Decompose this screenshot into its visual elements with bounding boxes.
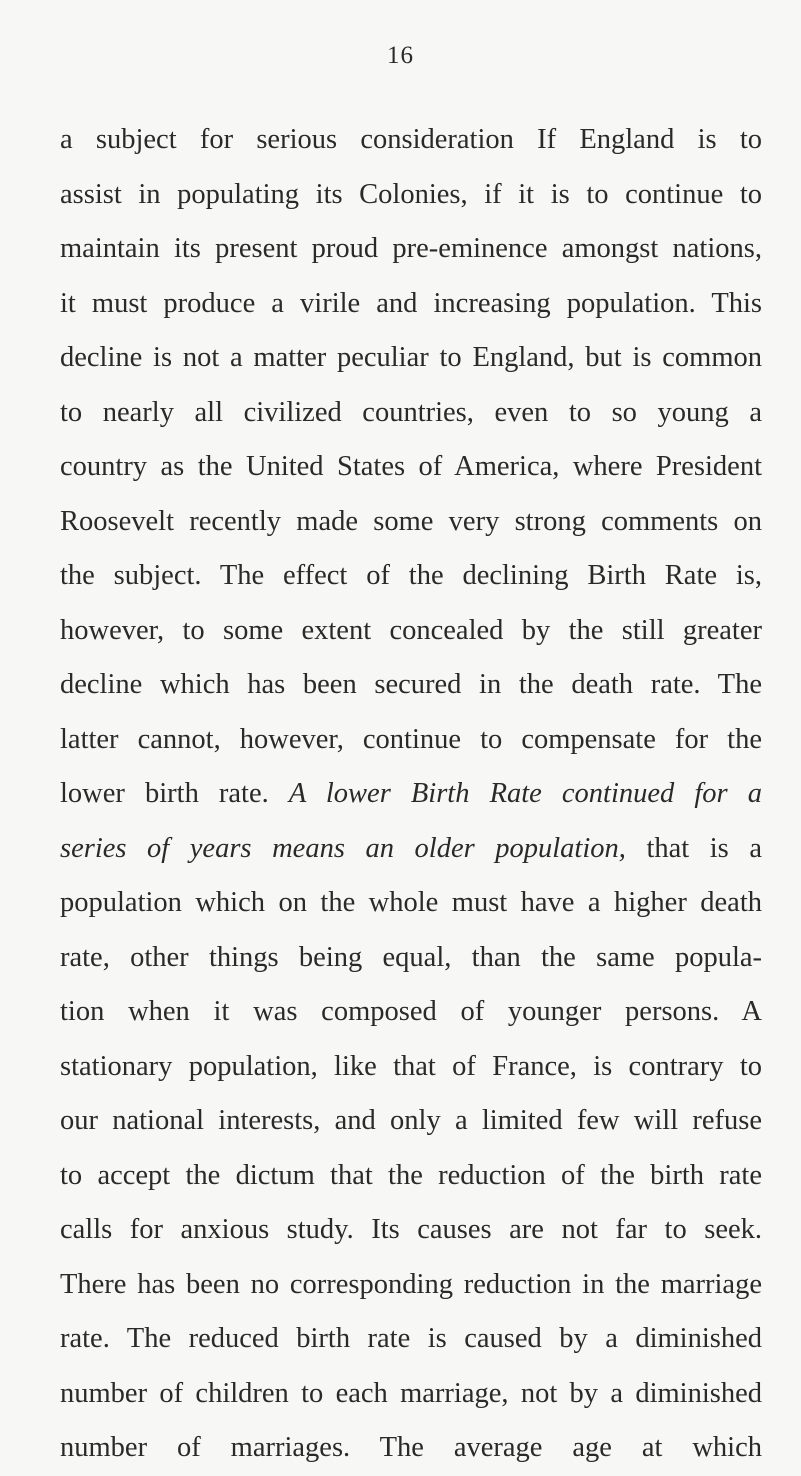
text-line-10: however, to some extent concealed by the still greater bbox=[60, 614, 762, 646]
text-line-13 bbox=[60, 767, 762, 822]
text-line-12: latter cannot, however, continue to compensate for the bbox=[60, 723, 762, 755]
text-line-13-italic: A lower Birth Rate continued for a bbox=[288, 778, 762, 809]
text-line-20: to accept the dictum that the reduction of the birth rate bbox=[60, 1159, 762, 1191]
text-line-25: number of marriages. The average age at which bbox=[60, 1432, 762, 1463]
text-line-17: tion when it was composed of younger persons. A bbox=[60, 996, 762, 1027]
text-line-23: rate. The reduced birth rate is caused by a diminished bbox=[60, 1323, 762, 1354]
text-line-9: the subject. The effect of the declining Birth Rate is, bbox=[60, 560, 762, 591]
text-line-22: There has been no corresponding reduction in the marriage bbox=[60, 1268, 762, 1300]
text-line-8: Roosevelt recently made some very strong comments on bbox=[60, 505, 762, 537]
text-line-7: country as the United States of America, where President bbox=[60, 451, 762, 482]
text-line-4: it must produce a virile and increasing population. This bbox=[60, 287, 762, 319]
text-line-14-roman: that is a bbox=[646, 832, 762, 864]
text-line-13-roman: lower birth rate. bbox=[60, 778, 269, 809]
text-line-24: number of children to each marriage, not by a diminished bbox=[60, 1377, 762, 1409]
text-line-6: to nearly all civilized countries, even to so young a bbox=[60, 396, 762, 428]
text-line-19: our national interests, and only a limited few will refuse bbox=[60, 1105, 762, 1136]
text-line-14 bbox=[60, 822, 762, 877]
text-line-21: calls for anxious study. Its causes are not far to seek. bbox=[60, 1214, 762, 1245]
text-line-15: population which on the whole must have a higher death bbox=[60, 887, 762, 918]
text-line-3: maintain its present proud pre-eminence amongst nations, bbox=[60, 233, 762, 264]
text-line-5: decline is not a matter peculiar to England, but is common bbox=[60, 342, 762, 373]
page-number: 16 bbox=[387, 42, 414, 69]
text-line-2: assist in populating its Colonies, if it is to continue to bbox=[60, 178, 762, 210]
text-line-1: a subject for serious consideration If England is to bbox=[60, 124, 762, 155]
body-text bbox=[60, 113, 762, 1476]
text-line-14-italic: series of years means an older population, bbox=[60, 832, 626, 864]
text-line-11: decline which has been secured in the death rate. The bbox=[60, 669, 762, 700]
text-line-18: stationary population, like that of France, is contrary to bbox=[60, 1050, 762, 1082]
text-line-16: rate, other things being equal, than the same popula- bbox=[60, 941, 762, 973]
